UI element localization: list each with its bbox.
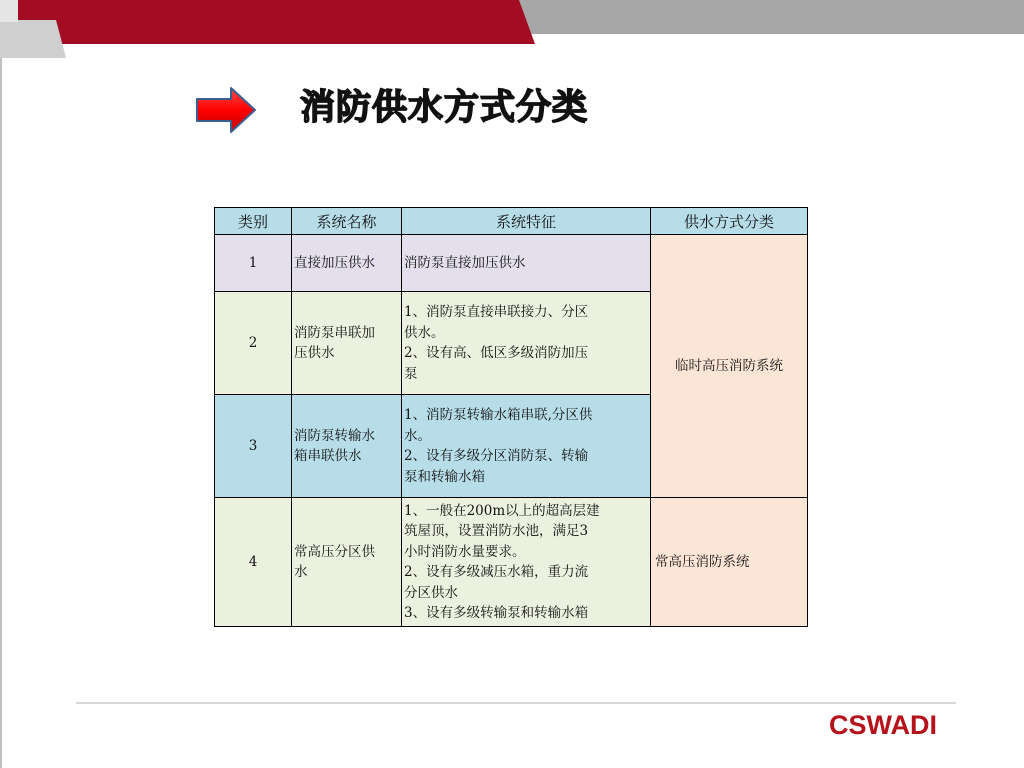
- row-features: [402, 498, 651, 627]
- cswadi-logo: CSWADI: [829, 710, 937, 740]
- row-system-name-line: 水: [294, 564, 308, 580]
- table-header-row: [215, 208, 808, 235]
- row-feature-line: 1、一般在200m以上的超高层建: [404, 502, 600, 519]
- classification-constant-high-pressure: 常高压消防系统: [651, 498, 808, 627]
- water-supply-table: [214, 207, 808, 627]
- row-feature-line: 小时消防水量要求。: [404, 543, 526, 560]
- header-category: 类别: [215, 208, 292, 235]
- row-features: [402, 292, 651, 395]
- row-system-name-line: 直接加压供水: [294, 254, 375, 271]
- row-system-name-line: 压供水: [294, 345, 335, 361]
- row-system-name: [292, 395, 402, 498]
- row-features: [402, 235, 651, 292]
- row-system-name-line: 消防泵转输水: [294, 427, 375, 444]
- header-light-block: [0, 0, 18, 22]
- row-feature-line: 筑屋顶，设置消防水池，满足3: [404, 523, 589, 539]
- row-system-name: [292, 235, 402, 292]
- row-system-name-line: 消防泵串联加: [294, 324, 375, 341]
- footer-divider: [76, 702, 956, 704]
- row-feature-line: 2、设有多级分区消防泵、转输: [404, 448, 589, 464]
- row-feature-line: 2、设有高、低区多级消防加压: [404, 345, 589, 361]
- header-system-name: 系统名称: [292, 208, 402, 235]
- row-system-name: [292, 292, 402, 395]
- row-feature-line: 3、设有多级转输泵和转输水箱: [404, 605, 589, 621]
- row-features: [402, 395, 651, 498]
- row-system-name: [292, 498, 402, 627]
- table-row: [215, 235, 808, 292]
- classification-temporary-high-pressure: 临时高压消防系统: [651, 235, 808, 498]
- row-feature-line: 泵和转输水箱: [404, 468, 485, 485]
- header-red-band: [0, 0, 535, 44]
- row-category: 4: [215, 498, 292, 627]
- left-border-line: [0, 58, 2, 768]
- page-title: 消防供水方式分类: [300, 87, 589, 128]
- row-feature-line: 水。: [404, 427, 431, 444]
- row-system-name-line: 箱串联供水: [294, 448, 362, 464]
- row-category: 3: [215, 395, 292, 498]
- row-category: 1: [215, 235, 292, 292]
- row-system-name-line: 常高压分区供: [294, 543, 375, 560]
- row-feature-line: 分区供水: [404, 584, 458, 601]
- header-supply-classification: 供水方式分类: [651, 208, 808, 235]
- row-feature-line: 1、消防泵直接串联接力、分区: [404, 304, 589, 320]
- header-gray-block: [0, 20, 66, 58]
- table-row: [215, 498, 808, 627]
- row-feature-line: 供水。: [404, 324, 445, 341]
- row-feature-line: 消防泵直接加压供水: [404, 254, 526, 271]
- row-feature-line: 1、消防泵转输水箱串联,分区供: [404, 407, 593, 423]
- header-system-features: 系统特征: [402, 208, 651, 235]
- row-feature-line: 2、设有多级减压水箱，重力流: [404, 564, 589, 580]
- row-category: 2: [215, 292, 292, 395]
- right-arrow-icon: [195, 86, 257, 134]
- row-feature-line: 泵: [404, 365, 418, 382]
